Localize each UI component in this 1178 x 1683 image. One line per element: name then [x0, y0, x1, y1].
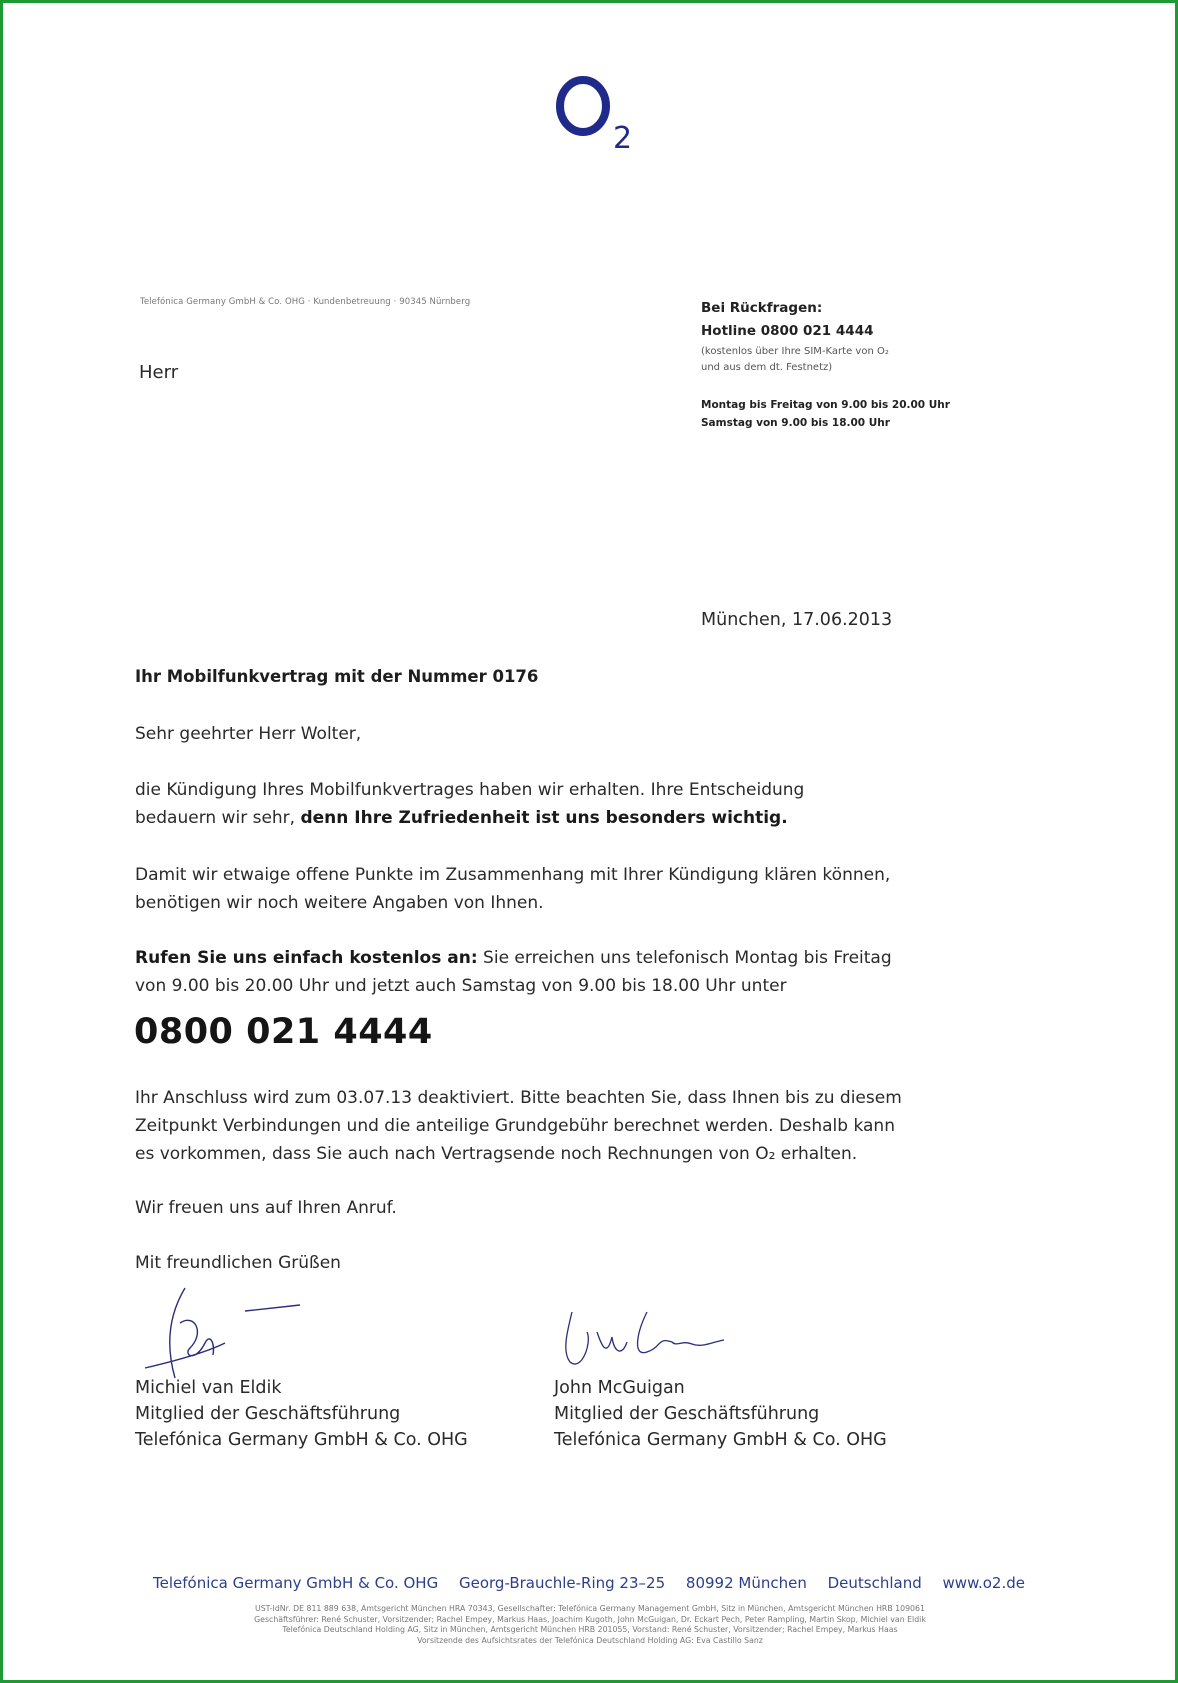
paragraph-4-line-2: Zeitpunkt Verbindungen und die anteilige Grundgebühr berechnet werden. Deshalb kann: [135, 1116, 895, 1136]
letter-subject: Ihr Mobilfunkvertrag mit der Nummer 0176: [135, 667, 539, 686]
footer-address: [0, 1574, 1178, 1592]
closing: Mit freundlichen Grüßen: [135, 1253, 341, 1273]
signature-2: [552, 1302, 732, 1382]
footer-legal-4: Vorsitzende des Aufsichtsrates der Telefónica Deutschland Holding AG: Eva Castillo Sanz: [417, 1635, 763, 1645]
contact-hours-weekdays: Montag bis Freitag von 9.00 bis 20.00 Uhr: [701, 399, 950, 411]
signatory-1-name: Michiel van Eldik: [135, 1378, 282, 1398]
sender-line: Telefónica Germany GmbH & Co. OHG · Kundenbetreuung · 90345 Nürnberg: [140, 297, 471, 307]
footer-company: Telefónica Germany GmbH & Co. OHG: [153, 1574, 439, 1592]
footer-legal-2: Geschäftsführer: René Schuster, Vorsitzender; Rachel Empey, Markus Haas, Joachim Kugoth, John McGuigan, Dr. Eckart Pech, Peter Rampling, Martin Skop, Michiel van Eldik: [254, 1614, 926, 1624]
footer-legal: [140, 1604, 1040, 1646]
footer-country: Deutschland: [827, 1574, 922, 1592]
paragraph-1-line-2-plain: bedauern wir sehr,: [135, 808, 301, 828]
paragraph-3-line-1: [135, 944, 955, 972]
contact-hotline: Hotline 0800 021 4444: [701, 323, 874, 339]
paragraph-2: [135, 861, 955, 917]
contact-note-2: und aus dem dt. Festnetz): [701, 362, 833, 373]
paragraph-1-line-1: die Kündigung Ihres Mobilfunkvertrages haben wir erhalten. Ihre Entscheidung: [135, 780, 805, 800]
paragraph-1-line-2: [135, 804, 955, 832]
svg-text:2: 2: [613, 121, 633, 152]
signatory-2-name: John McGuigan: [554, 1378, 685, 1398]
contact-hours: [701, 396, 1021, 432]
paragraph-3-line-1-bold: Rufen Sie uns einfach kostenlos an:: [135, 948, 478, 968]
signatory-2: [554, 1375, 887, 1453]
footer-legal-1: UST-IdNr. DE 811 889 638, Amtsgericht München HRA 70343, Gesellschafter: Telefónica Germany Management GmbH, Sitz in München, Amtsgericht München HRB 109061: [255, 1604, 925, 1613]
paragraph-4: [135, 1084, 955, 1168]
paragraph-1-line-2-bold: denn Ihre Zufriedenheit ist uns besonders wichtig.: [300, 808, 788, 828]
paragraph-4-line-1: Ihr Anschluss wird zum 03.07.13 deaktiviert. Bitte beachten Sie, dass Ihnen bis zu diesem: [135, 1088, 902, 1108]
hotline-number: 0800 021 4444: [134, 1012, 433, 1052]
contact-block: [701, 298, 1021, 432]
signatory-1: [135, 1375, 468, 1453]
paragraph-2-line-1: Damit wir etwaige offene Punkte im Zusammenhang mit Ihrer Kündigung klären können,: [135, 865, 891, 885]
signatory-1-role: Mitglied der Geschäftsführung: [135, 1404, 401, 1424]
contact-note-1: (kostenlos über Ihre SIM-Karte von O₂: [701, 346, 889, 357]
paragraph-3: [135, 944, 955, 1000]
paragraph-4-line-3: es vorkommen, dass Sie auch nach Vertragsende noch Rechnungen von O₂ erhalten.: [135, 1144, 858, 1164]
footer-street: Georg-Brauchle-Ring 23–25: [459, 1574, 666, 1592]
contact-heading: Bei Rückfragen:: [701, 300, 823, 316]
paragraph-3-line-1-plain: Sie erreichen uns telefonisch Montag bis Freitag: [477, 948, 892, 968]
o2-logo: [553, 72, 643, 152]
footer-city: 80992 München: [685, 1574, 807, 1592]
footer-web-link[interactable]: www.o2.de: [942, 1574, 1025, 1592]
signatory-1-company: Telefónica Germany GmbH & Co. OHG: [135, 1430, 468, 1450]
salutation: Sehr geehrter Herr Wolter,: [135, 724, 362, 744]
recipient: Herr: [139, 362, 179, 383]
paragraph-2-line-2: benötigen wir noch weitere Angaben von Ihnen.: [135, 893, 544, 913]
footer-legal-3: Telefónica Deutschland Holding AG, Sitz in München, Amtsgericht München HRB 201055, Vorstand: René Schuster, Vorsitzender; Rachel Empey, Markus Haas: [282, 1625, 898, 1634]
signatory-2-role: Mitglied der Geschäftsführung: [554, 1404, 820, 1424]
paragraph-5: Wir freuen uns auf Ihren Anruf.: [135, 1198, 397, 1218]
contact-hours-saturday: Samstag von 9.00 bis 18.00 Uhr: [701, 417, 890, 429]
paragraph-1: [135, 776, 955, 832]
paragraph-3-line-2: von 9.00 bis 20.00 Uhr und jetzt auch Samstag von 9.00 bis 18.00 Uhr unter: [135, 976, 787, 996]
signatory-2-company: Telefónica Germany GmbH & Co. OHG: [554, 1430, 887, 1450]
letter-date: München, 17.06.2013: [701, 610, 893, 630]
